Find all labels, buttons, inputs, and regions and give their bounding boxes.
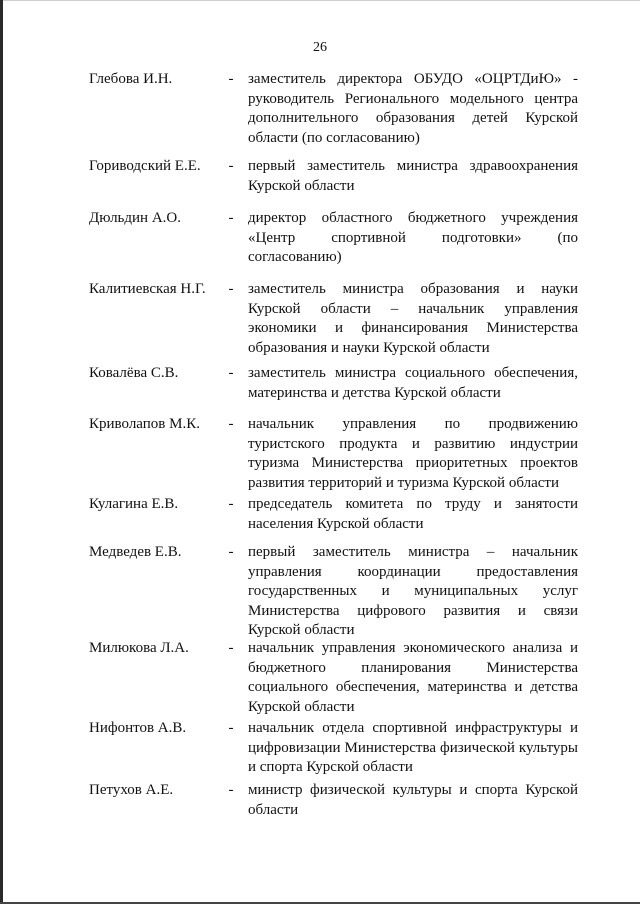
member-position: первый заместитель министра – начальник управления координации предоставления государственных и муниципальных услуг Министерства цифрового развития и связи Курской области (248, 544, 578, 638)
member-position: заместитель директора ОБУДО «ОЦРТДиЮ» - руководитель Регионального модельного центра дополнительного образования детей Курской области (по согласованию) (248, 71, 578, 146)
member-dash: - (228, 782, 234, 798)
page-top-edge (0, 0, 640, 1)
member-name: Глебова И.Н. (89, 71, 173, 87)
member-position: первый заместитель министра здравоохранения Курской области (248, 158, 578, 194)
member-name: Кулагина Е.В. (89, 496, 179, 512)
member-position: начальник отдела спортивной инфраструктуры и цифровизации Министерства физической культуры и спорта Курской области (248, 720, 578, 775)
member-position: директор областного бюджетного учреждения «Центр спортивной подготовки» (по согласованию) (248, 210, 578, 265)
member-dash: - (228, 496, 234, 512)
member-position: председатель комитета по труду и занятости населения Курской области (248, 496, 578, 532)
member-dash: - (228, 720, 234, 736)
member-name: Ковалёва С.В. (89, 365, 179, 381)
member-position: министр физической культуры и спорта Курской области (248, 782, 578, 818)
member-name: Петухов А.Е. (89, 782, 174, 798)
member-name: Дюльдин А.О. (89, 210, 181, 226)
member-dash: - (228, 71, 234, 87)
member-name: Медведев Е.В. (89, 544, 182, 560)
member-name: Калитиевская Н.Г. (89, 281, 206, 297)
member-position: начальник управления экономического анализа и бюджетного планирования Министерства социального обеспечения, материнства и детства Курской области (248, 640, 578, 715)
member-position: начальник управления по продвижению туристского продукта и развитию индустрии туризма Министерства приоритетных проектов развития территорий и туризма Курской области (248, 416, 578, 491)
page-number: 26 (313, 40, 327, 55)
member-dash: - (228, 365, 234, 381)
page-left-edge (0, 0, 3, 904)
member-position: заместитель министра образования и науки Курской области – начальник управления экономики и финансирования Министерства образования и науки Курской области (248, 281, 578, 356)
member-dash: - (228, 210, 234, 226)
member-dash: - (228, 640, 234, 656)
member-dash: - (228, 544, 234, 560)
member-name: Нифонтов А.В. (89, 720, 187, 736)
member-dash: - (228, 416, 234, 432)
member-name: Милюкова Л.А. (89, 640, 189, 656)
member-name: Криволапов М.К. (89, 416, 200, 432)
member-position: заместитель министра социального обеспечения, материнства и детства Курской области (248, 365, 578, 401)
member-name: Гориводский Е.Е. (89, 158, 201, 174)
member-dash: - (228, 158, 234, 174)
member-dash: - (228, 281, 234, 297)
